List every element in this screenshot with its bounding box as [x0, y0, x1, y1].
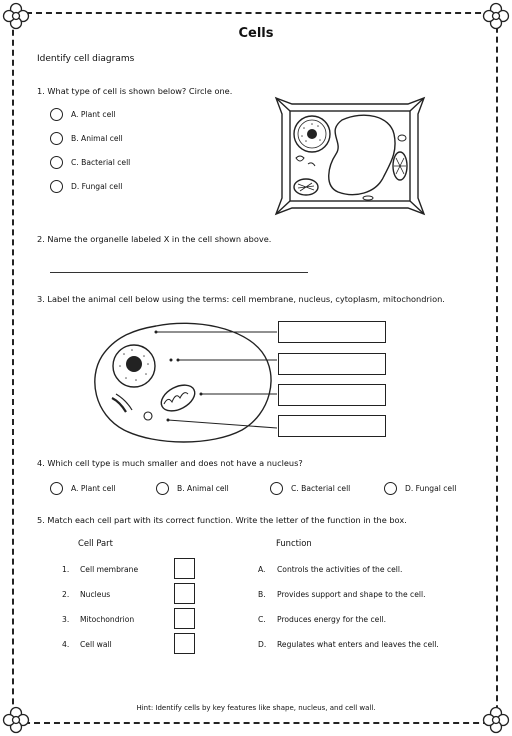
option-label: B. Animal cell: [71, 134, 123, 143]
function-letter: B.: [258, 590, 266, 599]
option-label: A. Plant cell: [71, 110, 116, 119]
page-title: Cells: [238, 26, 274, 41]
label-box-3[interactable]: [278, 384, 386, 406]
option-label: D. Fungal cell: [71, 182, 123, 191]
match-box-1[interactable]: [174, 558, 195, 579]
animal-cell-diagram: [86, 318, 286, 448]
option-label: C. Bacterial cell: [71, 158, 131, 167]
q4-option-a[interactable]: [50, 482, 116, 495]
part-name: Mitochondrion: [80, 615, 135, 624]
radio-circle-icon[interactable]: [270, 482, 283, 495]
label-box-1[interactable]: [278, 321, 386, 343]
option-label: B. Animal cell: [177, 484, 229, 493]
question-2-text: 2. Name the organelle labeled X in the cell shown above.: [37, 234, 272, 244]
radio-circle-icon[interactable]: [50, 108, 63, 121]
hint-text: Hint: Identify cells by key features like shape, nucleus, and cell wall.: [136, 704, 376, 712]
q4-option-b[interactable]: [156, 482, 229, 495]
part-number: 2.: [62, 590, 70, 599]
q4-option-c[interactable]: [270, 482, 350, 495]
q1-option-c[interactable]: [50, 156, 130, 169]
q2-answer-line[interactable]: [50, 272, 308, 273]
radio-circle-icon[interactable]: [384, 482, 397, 495]
cell-part-header: Cell Part: [78, 538, 113, 548]
label-box-2[interactable]: [278, 353, 386, 375]
function-text: Provides support and shape to the cell.: [277, 590, 426, 599]
function-text: Regulates what enters and leaves the cell.: [277, 640, 439, 649]
option-label: C. Bacterial cell: [291, 484, 351, 493]
q1-option-a[interactable]: [50, 108, 116, 121]
radio-circle-icon[interactable]: [50, 482, 63, 495]
function-letter: D.: [258, 640, 267, 649]
question-1-text: 1. What type of cell is shown below? Circle one.: [37, 86, 233, 96]
function-text: Controls the activities of the cell.: [277, 565, 403, 574]
radio-circle-icon[interactable]: [50, 156, 63, 169]
q1-option-d[interactable]: [50, 180, 122, 193]
part-name: Cell membrane: [80, 565, 139, 574]
q1-option-b[interactable]: [50, 132, 123, 145]
function-letter: C.: [258, 615, 266, 624]
match-box-4[interactable]: [174, 633, 195, 654]
option-label: D. Fungal cell: [405, 484, 457, 493]
function-text: Produces energy for the cell.: [277, 615, 386, 624]
part-number: 3.: [62, 615, 70, 624]
part-name: Cell wall: [80, 640, 112, 649]
function-header: Function: [276, 538, 312, 548]
radio-circle-icon[interactable]: [156, 482, 169, 495]
question-3-text: 3. Label the animal cell below using the terms: cell membrane, nucleus, cytoplasm, mitochondrion.: [37, 294, 445, 304]
part-number: 1.: [62, 565, 70, 574]
question-5-text: 5. Match each cell part with its correct function. Write the letter of the function in the box.: [37, 515, 407, 525]
question-4-text: 4. Which cell type is much smaller and does not have a nucleus?: [37, 458, 303, 468]
part-name: Nucleus: [80, 590, 111, 599]
radio-circle-icon[interactable]: [50, 180, 63, 193]
section-title: Identify cell diagrams: [37, 54, 135, 64]
part-number: 4.: [62, 640, 70, 649]
q4-option-d[interactable]: [384, 482, 456, 495]
label-box-4[interactable]: [278, 415, 386, 437]
radio-circle-icon[interactable]: [50, 132, 63, 145]
match-box-3[interactable]: [174, 608, 195, 629]
plant-cell-diagram: [272, 94, 428, 218]
function-letter: A.: [258, 565, 266, 574]
match-box-2[interactable]: [174, 583, 195, 604]
option-label: A. Plant cell: [71, 484, 116, 493]
